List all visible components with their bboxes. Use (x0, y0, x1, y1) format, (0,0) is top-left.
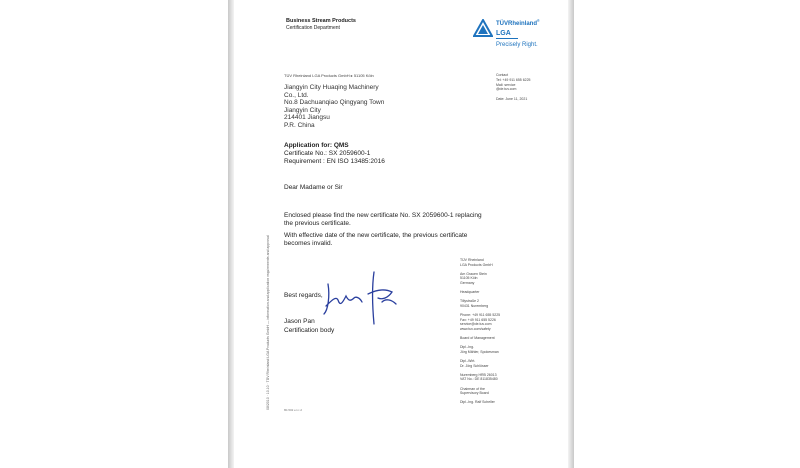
company-info-line: Chairman of the (460, 386, 485, 391)
address-line: No.8 Dachuanqiao Qingyang Town (284, 99, 385, 107)
company-info-line: Fax: +49 911 655 5226 (460, 317, 496, 322)
body-paragraph-1: Enclosed please find the new certificate No. SX 2059600-1 replacing the previous certificate. (284, 212, 482, 227)
company-info-line: LGA Products GmbH (460, 262, 493, 267)
company-info-line: Am Grauen Stein (460, 271, 487, 276)
signer-name: Jason Pan (284, 318, 315, 325)
company-info-line: Dr. Jörg Schlösser (460, 363, 489, 368)
certificate-number: Certificate No.: SX 2059600-1 (284, 150, 371, 157)
company-info-column (460, 258, 500, 405)
company-info-line: 51105 Köln (460, 276, 478, 281)
sub-brand: LGA (496, 30, 511, 37)
company-info-line: Headquarter (460, 290, 480, 295)
brand-tagline: Precisely Right. (496, 42, 538, 48)
address-line: 214401 Jiangsu (284, 114, 330, 122)
company-info-line: Jörg Mähler, Spokesman (460, 349, 499, 354)
contact-block (496, 73, 530, 102)
vertical-footer-note: 08/2010 · 10.10 · TÜV Rheinland LGA Products GmbH — information and application requirements and approval (266, 235, 270, 410)
company-info-line: service@de.tuv.com (460, 322, 492, 327)
department-line-1: Business Stream Products (286, 18, 356, 24)
signer-role: Certification body (284, 327, 335, 334)
closing-regards: Best regards, (284, 292, 323, 299)
company-info-line: Nuremberg HRB 26013 (460, 372, 497, 377)
contact-line: Tel: +49 911 655 6225 (496, 77, 531, 82)
address-line: Co., Ltd. (284, 91, 309, 99)
department-line-2: Certification Department (286, 25, 340, 31)
handwritten-signature (322, 266, 402, 330)
letter-page (234, 0, 568, 468)
address-line: P.R. China (284, 121, 315, 129)
company-info-line: Dipl.-Ing. (460, 345, 475, 350)
brand-name: TÜVRheinland® (496, 19, 540, 27)
company-info-line: Phone: +49 911 655 5225 (460, 313, 501, 318)
company-info-line: www.tuv.com/safety (460, 326, 491, 331)
sender-line: TÜV Rheinland LGA Products GmbH ▸ 51105 Köln (284, 73, 374, 78)
address-line: Jiangyin City Huaqing Machinery (284, 84, 379, 91)
company-info-line: TÜV Rheinland (460, 258, 484, 262)
company-info-line: Germany (460, 280, 475, 285)
requirement: Requirement : EN ISO 13485:2016 (284, 157, 385, 165)
company-info-line: Tillystraße 2 (460, 299, 479, 304)
company-info-line: VAT No.: DE 811835480 (460, 377, 498, 382)
company-info-line: Board of Management (460, 336, 495, 341)
contact-line: Mail: service (496, 82, 516, 87)
company-info-line: 90431 Nuremberg (460, 303, 489, 308)
application-title: Application for: QMS (284, 142, 349, 149)
salutation: Dear Madame or Sir (284, 184, 343, 191)
company-info-line: Dipl.-Wirt. (460, 359, 476, 364)
tuv-triangle-logo-icon (473, 19, 493, 37)
letter-date: Date: June 11, 2021 (496, 96, 528, 101)
company-info-line: Supervisory Board (460, 391, 489, 396)
recipient-address (284, 84, 384, 130)
form-number: 80-502 en r-2 (284, 408, 303, 412)
contact-line: @de.tuv.com (496, 87, 517, 92)
address-line: Jiangyin City (284, 106, 321, 114)
reference-block (284, 150, 385, 165)
contact-label: Contact (496, 73, 509, 77)
sub-brand-underline (496, 38, 518, 39)
body-paragraph-2: With effective date of the new certificate, the previous certificate becomes invalid. (284, 232, 468, 247)
company-info-line: Dipl.-Ing. Ralf Scheller (460, 400, 495, 405)
page-shadow-right (568, 0, 574, 468)
